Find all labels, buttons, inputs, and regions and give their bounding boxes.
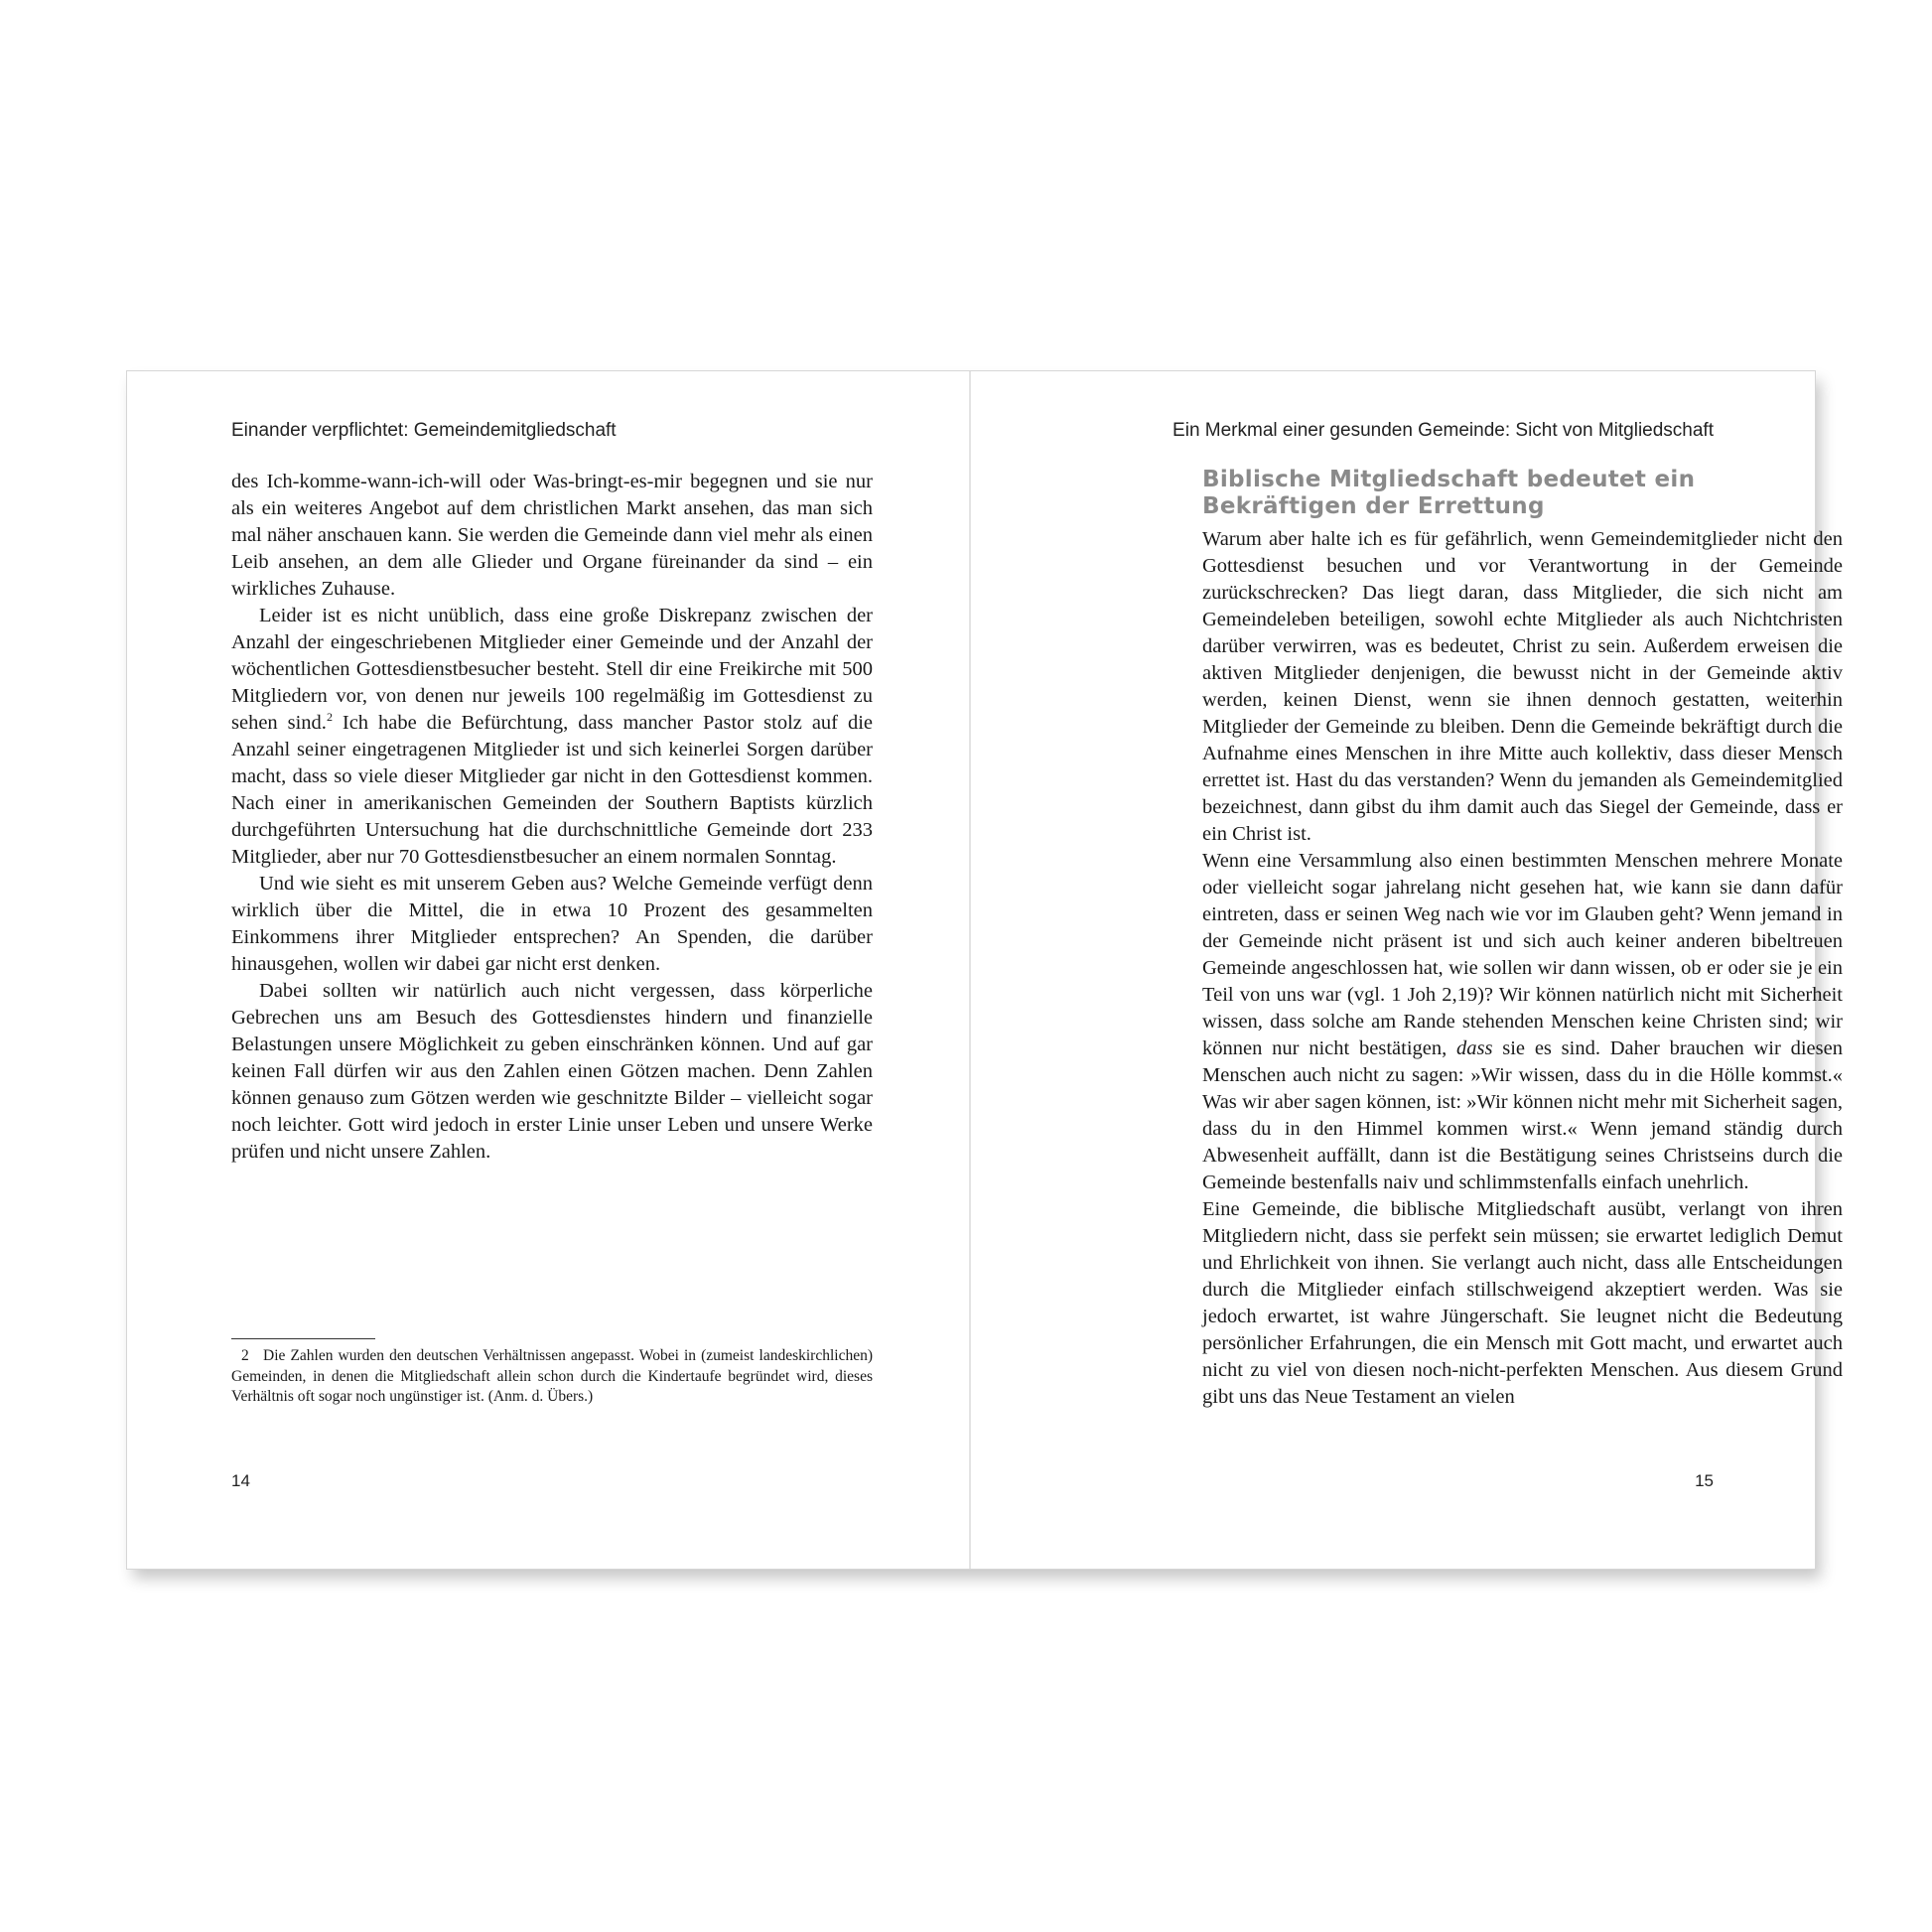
paragraph: Warum aber halte ich es für gefährlich, wenn Gemeindemitglieder nicht den Gottesdienst besuchen und vor Verantwortung in der Gemeinde zurückschrecken? Das liegt daran, dass Mitglieder, die sich nicht am Gemeindeleben beteiligen, sowohl echte Mitglieder als auch Nichtchristen darüber verwirren, was es bedeutet, Christ zu sein. Außerdem erweisen die aktiven Mitglieder denjenigen, die bewusst nicht in der Gemeinde aktiv werden, keinen Dienst, wenn sie ihnen dennoch gestatten, weiterhin Mitglieder der Gemeinde zu bleiben. Denn die Gemeinde bekräftigt durch die Aufnahme eines Menschen in ihre Mitte auch kollektiv, dass dieser Mensch errettet ist. Hast du das verstanden? Wenn du jemanden als Gemeindemitglied bezeichnest, dann gibst du ihm damit auch das Siegel der Gemeinde, dass er ein Christ ist.	[1202, 528, 1843, 845]
paragraph-text: Ich habe die Befürchtung, dass mancher Pastor stolz auf die Anzahl seiner eingetragenen Mitglieder ist und sich keinerlei Sorgen darüber macht, dass so viele dieser Mitglieder gar nicht in den Gottesdienst kommen. Nach einer in amerikanischen Gemeinden der Southern Baptists kürzlich durchgeführten Untersuchung hat die durchschnittliche Gemeinde dort 233 Mitglieder, aber nur 70 Gottesdienstbesucher an einem normalen Sonntag.	[231, 712, 873, 868]
paragraph-text: Leider ist es nicht unüblich, dass eine große Diskrepanz zwischen der Anzahl der eingeschriebenen Mitglieder einer Gemeinde und der Anzahl der wöchentlichen Gottesdienstbesucher besteht. Stell dir eine Freikirche mit 500 Mitgliedern vor, von denen nur jeweils 100 regelmäßig im Gottesdienst zu sehen sind.	[231, 605, 873, 734]
footnote-number: 2	[241, 1347, 249, 1364]
footnote	[231, 1346, 873, 1408]
left-body-text	[231, 469, 873, 1166]
section-heading-line: Biblische Mitgliedschaft bedeutet ein	[1202, 467, 1696, 492]
paragraph-text: Wenn eine Versammlung also einen bestimmten Menschen mehrere Monate oder vielleicht sogar jahrelang nicht gesehen hat, wie kann sie dann dafür eintreten, dass er seinen Weg nach wie vor im Glauben geht? Wenn jemand in der Gemeinde nicht präsent ist und sich auch keiner anderen bibeltreuen Gemeinde angeschlossen hat, wie sollen wir dann wissen, ob er oder sie je ein Teil von uns war (vgl. 1 Joh 2,19)? Wir können natürlich nicht mit Sicherheit wissen, dass solche am Rande stehenden Menschen keine Christen sind; wir können nur nicht bestätigen,	[1202, 850, 1843, 1059]
paragraph	[1202, 848, 1843, 1196]
footnote-reference: 2	[326, 710, 333, 725]
paragraph: Und wie sieht es mit unserem Geben aus? Welche Gemeinde verfügt denn wirklich über die Mittel, die in etwa 10 Prozent des gesammelten Einkommens ihrer Mitglieder entsprechen? An Spenden, die darüber hinausgehen, wollen wir dabei gar nicht erst denken.	[231, 873, 873, 975]
right-body-text	[1202, 526, 1843, 1411]
emphasis: dass	[1456, 1037, 1493, 1059]
running-head-right: Ein Merkmal einer gesunden Gemeinde: Sicht von Mitgliedschaft	[1173, 420, 1714, 441]
running-head-left: Einander verpflichtet: Gemeindemitgliedschaft	[231, 420, 617, 441]
paragraph	[231, 603, 873, 871]
page-number-left: 14	[231, 1471, 250, 1490]
paragraph-text: sie es sind. Daher brauchen wir diesen Menschen auch nicht zu sagen: »Wir wissen, dass du in die Hölle kommst.« Was wir aber sagen können, ist: »Wir können nicht mehr mit Sicherheit sagen, dass du in den Himmel kommen wirst.« Wenn jemand ständig durch Abwesenheit auffällt, dann ist die Bestätigung seines Christseins durch die Gemeinde bestenfalls naiv und schlimmstenfalls einfach unehrlich.	[1202, 1037, 1843, 1193]
right-page	[971, 371, 1843, 1569]
page-number-right: 15	[1695, 1471, 1714, 1490]
paragraph: Dabei sollten wir natürlich auch nicht vergessen, dass körperliche Gebrechen uns am Besuch des Gottesdienstes hindern und finanzielle Belastungen unsere Möglichkeit zu geben einschränken können. Und auf gar keinen Fall dürfen wir aus den Zahlen einen Götzen machen. Denn Zahlen können genauso zum Götzen werden wie geschnitzte Bilder – vielleicht sogar noch leichter. Gott wird jedoch in erster Linie unser Leben und unsere Werke prüfen und nicht unsere Zahlen.	[231, 980, 873, 1163]
paragraph: des Ich-komme-wann-ich-will oder Was-bringt-es-mir begegnen und sie nur als ein weiteres Angebot auf dem christlichen Markt ansehen, das man sich mal näher anschauen kann. Sie werden die Gemeinde dann viel mehr als einen Leib ansehen, an dem alle Glieder und Organe füreinander da sind – ein wirkliches Zuhause.	[231, 471, 873, 600]
section-heading-line: Bekräftigen der Errettung	[1202, 493, 1545, 519]
section-heading	[1202, 467, 1843, 520]
footnote-text: Die Zahlen wurden den deutschen Verhältnissen angepasst. Wobei in (zumeist landeskirchlichen) Gemeinden, in denen die Mitgliedschaft allein schon durch die Kindertaufe begründet wird, dieses Verhältnis oft sogar noch ungünstiger ist. (Anm. d. Übers.)	[231, 1347, 873, 1405]
paragraph: Eine Gemeinde, die biblische Mitgliedschaft ausübt, verlangt von ihren Mitgliedern nicht, dass sie perfekt sein müssen; sie erwartet lediglich Demut und Ehrlichkeit von ihnen. Sie verlangt auch nicht, dass alle Entscheidungen durch die Mitglieder einfach stillschweigend akzeptiert werden. Was sie jedoch erwartet, ist wahre Jüngerschaft. Sie leugnet nicht die Bedeutung persönlicher Erfahrungen, die ein Mensch mit Gott macht, und erwartet auch nicht zu viel von diesen noch-nicht-perfekten Menschen. Aus diesem Grund gibt uns das Neue Testament an vielen	[1202, 1198, 1843, 1408]
footnote-rule	[231, 1338, 375, 1339]
book-spread	[127, 371, 1843, 1569]
left-page	[127, 371, 969, 1569]
